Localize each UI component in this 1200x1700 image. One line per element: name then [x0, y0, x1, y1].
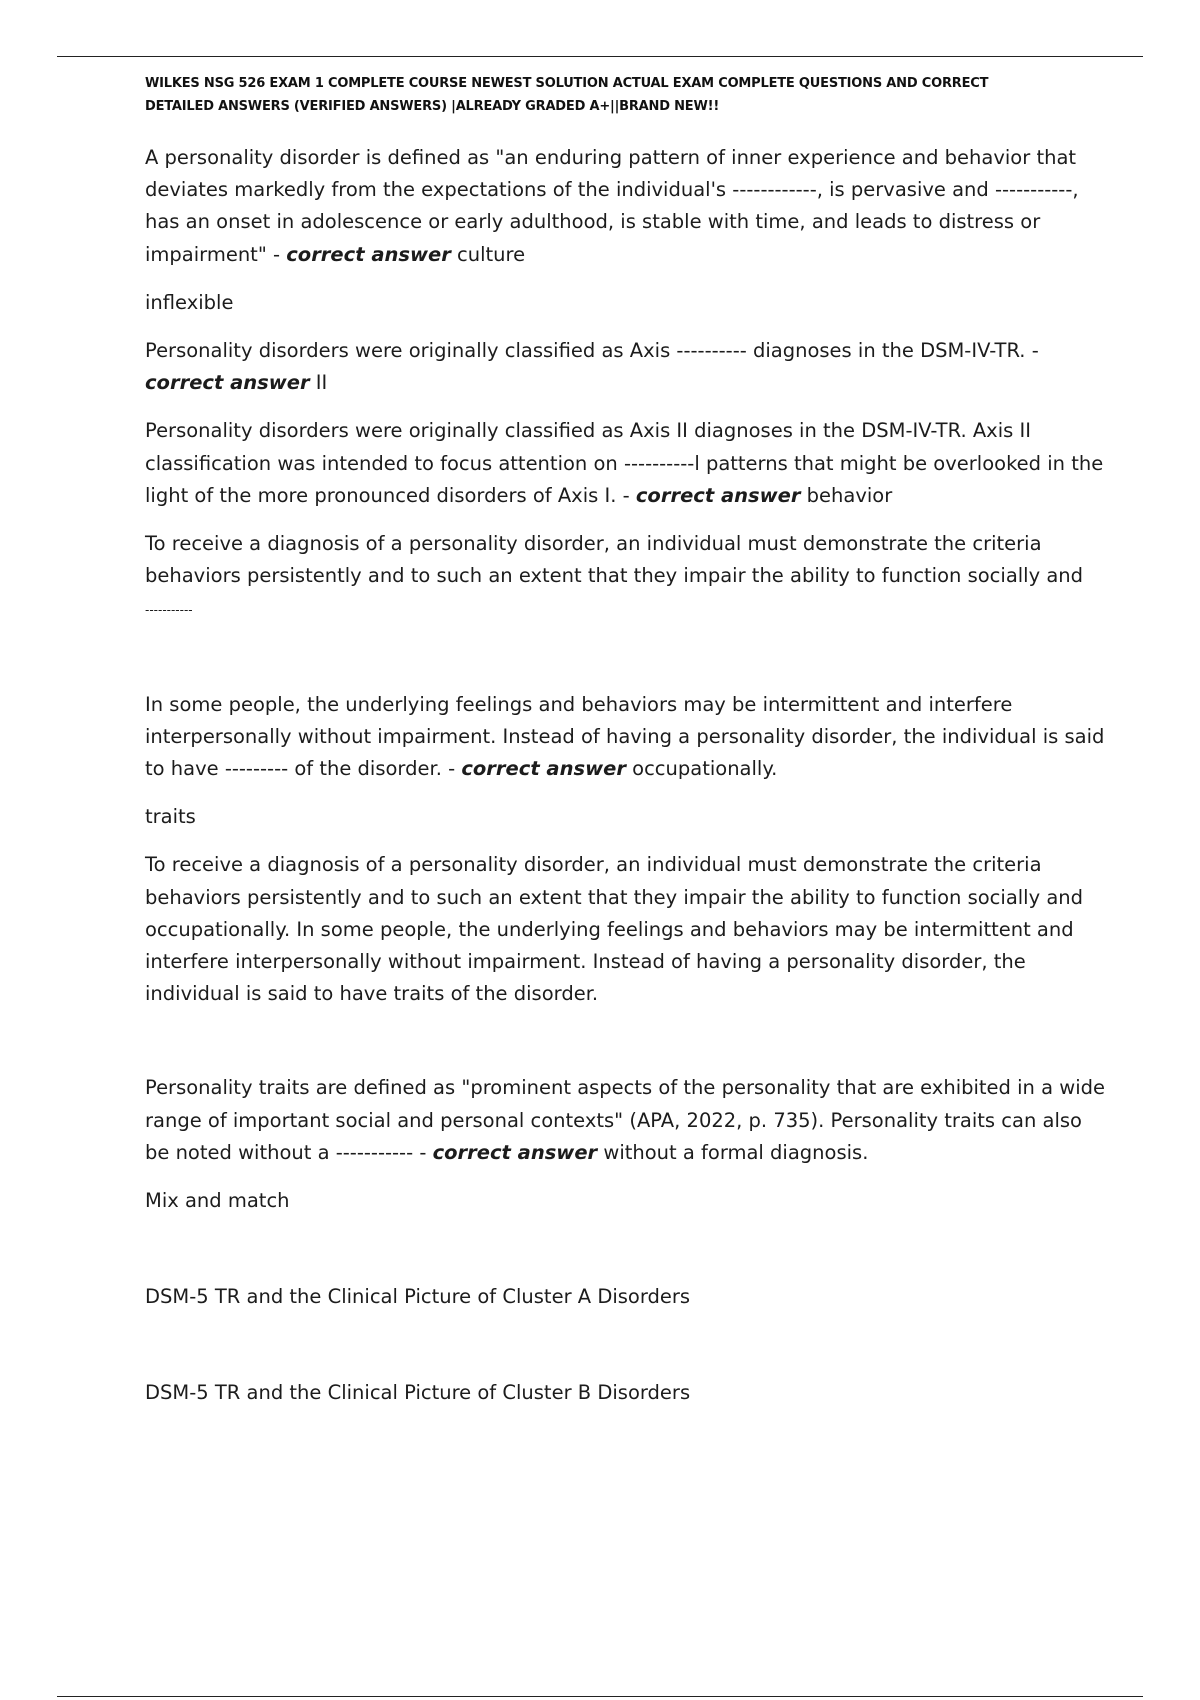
- question-text: In some people, the underlying feelings and behaviors may be intermittent and interfere interpersonally without impairment. Instead of having a personality disorder, the individual is said to have --------- of the disorder. -: [145, 692, 1105, 781]
- document-header: [145, 72, 1105, 118]
- question-5: [145, 689, 1105, 786]
- question-text: Personality disorders were originally classified as Axis II diagnoses in the DSM-IV-TR. Axis II classification was intended to focus attention on ----------l patterns that might be overlooked in the light of the more pronounced disorders of Axis I. -: [145, 419, 1104, 507]
- answer-text: II: [309, 371, 328, 395]
- answer-text: without a formal diagnosis.: [597, 1140, 869, 1164]
- section-heading-cluster-b: DSM-5 TR and the Clinical Picture of Cluster B Disorders: [145, 1381, 691, 1405]
- question-3: [145, 415, 1105, 512]
- blank-line: -----------: [145, 603, 193, 618]
- answer-text: occupationally.: [625, 757, 778, 781]
- bottom-rule: [57, 1696, 1143, 1697]
- answer-text: culture: [450, 242, 526, 266]
- question-text: A personality disorder is defined as "an enduring pattern of inner experience and behavior that deviates markedly from the expectations of the individual's ------------, is pervasive and -----------, has an onset in adolescence or early adulthood, is stable with time, and leads to distress or impairment" -: [145, 146, 1079, 266]
- answer-text: behavior: [800, 483, 893, 507]
- question-1: [145, 142, 1105, 271]
- question-text: Personality disorders were originally classified as Axis ---------- diagnoses in the DSM-IV-TR. -: [145, 339, 1039, 363]
- document-body: [145, 142, 1105, 1410]
- question-text: To receive a diagnosis of a personality disorder, an individual must demonstrate the criteria behaviors persistently and to such an extent that they impair the ability to function socially and: [145, 532, 1084, 588]
- question-2: [145, 335, 1105, 399]
- question-6: To receive a diagnosis of a personality disorder, an individual must demonstrate the criteria behaviors persistently and to such an extent that they impair the ability to function socially and occupationally. In some people, the underlying feelings and behaviors may be intermittent and interfere interpersonally without impairment. Instead of having a personality disorder, the individual is said to have traits of the disorder.: [145, 853, 1084, 1006]
- answer-continuation: inflexible: [145, 290, 234, 314]
- answer-marker: correct answer: [145, 371, 310, 395]
- header-line-2: DETAILED ANSWERS (VERIFIED ANSWERS) |ALREADY GRADED A+||BRAND NEW!!: [145, 99, 720, 114]
- answer-marker: correct answer: [461, 757, 626, 781]
- question-7: [145, 1072, 1105, 1169]
- answer-marker: correct answer: [635, 483, 801, 507]
- question-text: Personality traits are defined as "prominent aspects of the personality that are exhibited in a wide range of important social and personal contexts" (APA, 2022, p. 735). Personality traits can also be noted without a ----------- -: [145, 1076, 1105, 1164]
- answer-marker: correct answer: [286, 242, 451, 266]
- answer-continuation: traits: [145, 805, 196, 829]
- answer-marker: correct answer: [432, 1140, 598, 1164]
- header-line-1: WILKES NSG 526 EXAM 1 COMPLETE COURSE NEWEST SOLUTION ACTUAL EXAM COMPLETE QUESTIONS AND CORRECT: [145, 76, 989, 91]
- question-4: [145, 528, 1105, 625]
- section-heading-cluster-a: DSM-5 TR and the Clinical Picture of Cluster A Disorders: [145, 1285, 691, 1309]
- answer-continuation: Mix and match: [145, 1189, 290, 1213]
- top-rule: [57, 56, 1143, 57]
